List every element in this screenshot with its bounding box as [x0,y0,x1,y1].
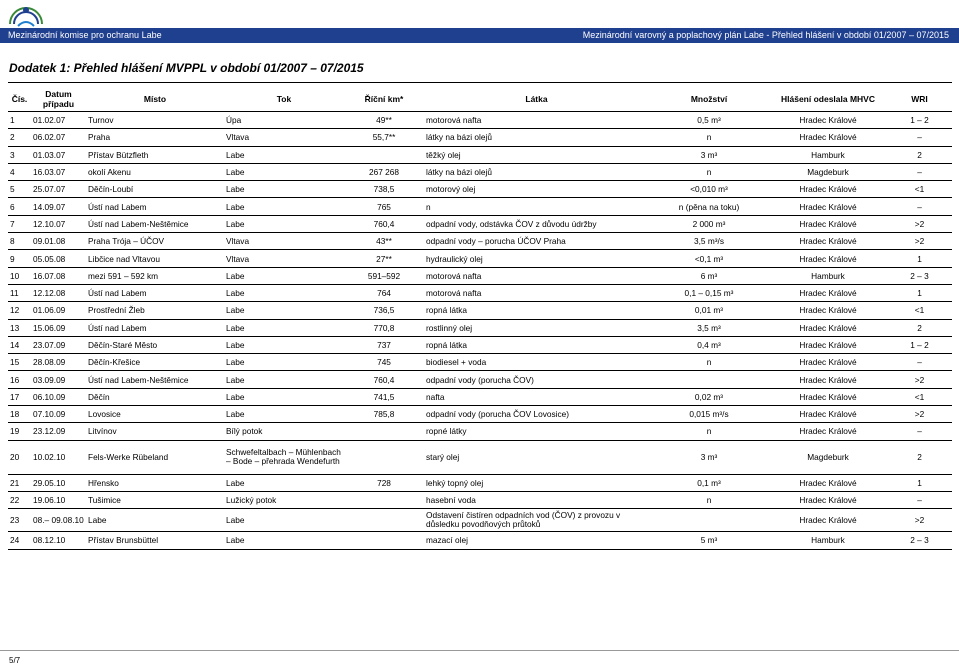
cell-mnozstvi: <0,010 m³ [649,181,769,198]
cell-wri: 1 – 2 [887,336,952,353]
cell-wri: <1 [887,388,952,405]
cell-wri: 2 [887,319,952,336]
cell-wri: – [887,423,952,440]
cell-tok: Labe [224,284,344,301]
cell-wri: >2 [887,233,952,250]
cell-km [344,491,424,508]
cell-tok: Labe [224,198,344,215]
table-row [8,233,952,250]
cell-datum: 15.06.09 [31,319,86,336]
cell-latka: lehký topný olej [424,474,649,491]
cell-datum: 01.03.07 [31,146,86,163]
cell-misto: Hřensko [86,474,224,491]
cell-misto: Lovosice [86,406,224,423]
cell-latka: mazací olej [424,532,649,549]
cell-km [344,423,424,440]
cell-latka: odpadní vody (porucha ČOV Lovosice) [424,406,649,423]
table-row [8,198,952,215]
cell-datum: 08.– 09.08.10 [31,509,86,532]
cell-mnozstvi: n [649,423,769,440]
cell-cis: 11 [8,284,31,301]
cell-misto: Praha [86,129,224,146]
table-row [8,440,952,474]
cell-latka: motorová nafta [424,284,649,301]
cell-tok: Labe [224,319,344,336]
cell-hlaseni: Hradec Králové [769,371,887,388]
col-misto: Místo [86,86,224,112]
footer-rule [0,650,959,651]
cell-hlaseni: Hradec Králové [769,491,887,508]
cell-mnozstvi: 2 000 m³ [649,215,769,232]
cell-hlaseni: Hradec Králové [769,198,887,215]
table-row [8,163,952,180]
table-row [8,509,952,532]
cell-mnozstvi: 3 m³ [649,440,769,474]
cell-cis: 12 [8,302,31,319]
cell-datum: 23.12.09 [31,423,86,440]
cell-cis: 10 [8,267,31,284]
cell-tok: Labe [224,406,344,423]
cell-wri: 2 [887,146,952,163]
cell-hlaseni: Hradec Králové [769,181,887,198]
cell-misto: Přístav Bützfleth [86,146,224,163]
cell-latka: motorová nafta [424,112,649,129]
cell-km [344,440,424,474]
cell-misto: Děčín [86,388,224,405]
cell-km: 764 [344,284,424,301]
cell-mnozstvi: 0,01 m³ [649,302,769,319]
cell-latka: motorový olej [424,181,649,198]
cell-mnozstvi: n [649,163,769,180]
cell-wri: >2 [887,509,952,532]
cell-hlaseni: Hradec Králové [769,406,887,423]
cell-tok: Labe [224,302,344,319]
cell-latka: ropné látky [424,423,649,440]
cell-cis: 4 [8,163,31,180]
cell-datum: 06.02.07 [31,129,86,146]
cell-hlaseni: Hradec Králové [769,423,887,440]
cell-cis: 16 [8,371,31,388]
col-tok: Tok [224,86,344,112]
cell-wri: – [887,129,952,146]
cell-misto: Labe [86,509,224,532]
cell-mnozstvi: 3 m³ [649,146,769,163]
col-datum: Datum případu [31,86,86,112]
cell-hlaseni: Hamburk [769,146,887,163]
cell-latka: hasební voda [424,491,649,508]
cell-tok: Bílý potok [224,423,344,440]
cell-km: 770,8 [344,319,424,336]
table-row [8,354,952,371]
cell-wri: – [887,354,952,371]
cell-hlaseni: Hradec Králové [769,474,887,491]
cell-mnozstvi [649,371,769,388]
cell-cis: 6 [8,198,31,215]
cell-mnozstvi: 0,1 – 0,15 m³ [649,284,769,301]
cell-cis: 7 [8,215,31,232]
page-title: Dodatek 1: Přehled hlášení MVPPL v období 01/2007 – 07/2015 [9,61,364,75]
cell-cis: 18 [8,406,31,423]
col-latka: Látka [424,86,649,112]
cell-cis: 2 [8,129,31,146]
cell-misto: Fels-Werke Rübeland [86,440,224,474]
cell-datum: 12.12.08 [31,284,86,301]
table-body [8,112,952,550]
cell-hlaseni: Hradec Králové [769,509,887,532]
cell-wri: – [887,491,952,508]
cell-cis: 1 [8,112,31,129]
cell-cis: 24 [8,532,31,549]
cell-hlaseni: Hradec Králové [769,319,887,336]
cell-latka: starý olej [424,440,649,474]
cell-mnozstvi: n [649,354,769,371]
cell-km: 760,4 [344,215,424,232]
cell-datum: 19.06.10 [31,491,86,508]
cell-tok: Labe [224,163,344,180]
cell-mnozstvi: n (pěna na toku) [649,198,769,215]
table-row [8,474,952,491]
cell-hlaseni: Magdeburk [769,163,887,180]
table-header-row [8,86,952,112]
cell-misto: Ústí nad Labem-Neštěmice [86,371,224,388]
cell-mnozstvi: <0,1 m³ [649,250,769,267]
cell-wri: <1 [887,302,952,319]
cell-wri: – [887,163,952,180]
cell-cis: 15 [8,354,31,371]
cell-cis: 5 [8,181,31,198]
cell-km [344,146,424,163]
cell-mnozstvi: 0,015 m³/s [649,406,769,423]
cell-misto: Praha Trója – ÚČOV [86,233,224,250]
cell-misto: Ústí nad Labem [86,198,224,215]
cell-hlaseni: Hradec Králové [769,112,887,129]
cell-mnozstvi: 0,5 m³ [649,112,769,129]
cell-cis: 3 [8,146,31,163]
cell-tok: Labe [224,181,344,198]
cell-latka: hydraulický olej [424,250,649,267]
cell-km [344,509,424,532]
cell-km: 741,5 [344,388,424,405]
cell-cis: 14 [8,336,31,353]
cell-datum: 06.10.09 [31,388,86,405]
organization-name: Mezinárodní komise pro ochranu Labe [8,30,162,40]
cell-km: 738,5 [344,181,424,198]
cell-km: 55,7** [344,129,424,146]
cell-wri: 2 – 3 [887,267,952,284]
cell-datum: 01.06.09 [31,302,86,319]
cell-mnozstvi: n [649,129,769,146]
cell-wri: <1 [887,181,952,198]
cell-misto: Děčín-Staré Město [86,336,224,353]
cell-datum: 25.07.07 [31,181,86,198]
cell-datum: 09.01.08 [31,233,86,250]
cell-mnozstvi: 3,5 m³/s [649,233,769,250]
col-mnozstvi: Množství [649,86,769,112]
cell-datum: 28.08.09 [31,354,86,371]
cell-misto: Ústí nad Labem [86,319,224,336]
table-row [8,491,952,508]
cell-km: 591–592 [344,267,424,284]
cell-mnozstvi: 0,02 m³ [649,388,769,405]
cell-hlaseni: Hradec Králové [769,354,887,371]
cell-tok: Schwefeltalbach – Mühlenbach – Bode – přehrada Wendefurth [224,440,344,474]
cell-misto: Děčín-Křešice [86,354,224,371]
cell-latka: Odstavení čistíren odpadních vod (ČOV) z provozu v důsledku povodňových průtoků [424,509,649,532]
cell-wri: 2 – 3 [887,532,952,549]
cell-km: 765 [344,198,424,215]
reports-table [8,86,952,550]
cell-hlaseni: Hradec Králové [769,336,887,353]
cell-latka: rostlinný olej [424,319,649,336]
cell-wri: 1 [887,284,952,301]
cell-cis: 23 [8,509,31,532]
cell-datum: 23.07.09 [31,336,86,353]
cell-hlaseni: Magdeburk [769,440,887,474]
table-row [8,267,952,284]
cell-misto: Přístav Brunsbüttel [86,532,224,549]
cell-datum: 01.02.07 [31,112,86,129]
cell-mnozstvi: 6 m³ [649,267,769,284]
cell-mnozstvi [649,509,769,532]
cell-wri: 1 [887,474,952,491]
cell-cis: 17 [8,388,31,405]
cell-tok: Labe [224,354,344,371]
cell-latka: nafta [424,388,649,405]
cell-hlaseni: Hradec Králové [769,388,887,405]
table-row [8,215,952,232]
cell-tok: Vltava [224,250,344,267]
cell-latka: odpadní vody (porucha ČOV) [424,371,649,388]
cell-datum: 12.10.07 [31,215,86,232]
cell-latka: látky na bázi olejů [424,129,649,146]
cell-mnozstvi: n [649,491,769,508]
cell-tok: Labe [224,146,344,163]
table-row [8,388,952,405]
cell-mnozstvi: 0,1 m³ [649,474,769,491]
cell-latka: ropná látka [424,302,649,319]
col-cis: Čís. [8,86,31,112]
cell-latka: těžký olej [424,146,649,163]
cell-datum: 07.10.09 [31,406,86,423]
table-row [8,129,952,146]
table-row [8,181,952,198]
table-row [8,319,952,336]
cell-misto: mezi 591 – 592 km [86,267,224,284]
cell-cis: 13 [8,319,31,336]
cell-wri: >2 [887,371,952,388]
cell-misto: Děčín-Loubí [86,181,224,198]
title-rule [8,82,952,83]
cell-tok: Vltava [224,129,344,146]
document-header-title: Mezinárodní varovný a poplachový plán Labe - Přehled hlášení v období 01/2007 – 07/2015 [582,30,949,40]
cell-datum: 16.03.07 [31,163,86,180]
cell-cis: 20 [8,440,31,474]
cell-mnozstvi: 0,4 m³ [649,336,769,353]
cell-misto: Litvínov [86,423,224,440]
cell-latka: odpadní vody – porucha ÚČOV Praha [424,233,649,250]
cell-tok: Labe [224,371,344,388]
table-row [8,112,952,129]
cell-wri: – [887,198,952,215]
cell-hlaseni: Hradec Králové [769,215,887,232]
cell-km: 737 [344,336,424,353]
cell-latka: n [424,198,649,215]
cell-km: 27** [344,250,424,267]
cell-misto: Prostřední Žleb [86,302,224,319]
cell-tok: Labe [224,474,344,491]
cell-latka: látky na bázi olejů [424,163,649,180]
page-number: 5/7 [9,656,21,665]
table-row [8,423,952,440]
cell-tok: Labe [224,267,344,284]
cell-hlaseni: Hamburk [769,267,887,284]
cell-km: 736,5 [344,302,424,319]
cell-tok: Vltava [224,233,344,250]
cell-tok: Labe [224,336,344,353]
cell-tok: Úpa [224,112,344,129]
cell-km: 49** [344,112,424,129]
cell-latka: odpadní vody, odstávka ČOV z důvodu údržby [424,215,649,232]
cell-wri: 1 – 2 [887,112,952,129]
cell-misto: okolí Akenu [86,163,224,180]
table-row [8,336,952,353]
table-row [8,250,952,267]
cell-datum: 14.09.07 [31,198,86,215]
cell-misto: Ústí nad Labem-Neštěmice [86,215,224,232]
cell-misto: Libčice nad Vltavou [86,250,224,267]
cell-tok: Labe [224,388,344,405]
cell-datum: 03.09.09 [31,371,86,388]
cell-tok: Labe [224,509,344,532]
cell-hlaseni: Hamburk [769,532,887,549]
cell-km: 43** [344,233,424,250]
cell-km: 267 268 [344,163,424,180]
ikse-logo [6,0,46,28]
cell-hlaseni: Hradec Králové [769,302,887,319]
cell-datum: 05.05.08 [31,250,86,267]
cell-misto: Ústí nad Labem [86,284,224,301]
cell-wri: >2 [887,406,952,423]
cell-misto: Turnov [86,112,224,129]
cell-latka: biodiesel + voda [424,354,649,371]
cell-hlaseni: Hradec Králové [769,250,887,267]
col-wri: WRI [887,86,952,112]
cell-cis: 22 [8,491,31,508]
table-row [8,146,952,163]
cell-hlaseni: Hradec Králové [769,233,887,250]
cell-km [344,532,424,549]
cell-wri: 1 [887,250,952,267]
cell-hlaseni: Hradec Králové [769,284,887,301]
cell-tok: Labe [224,215,344,232]
table-row [8,532,952,549]
cell-latka: motorová nafta [424,267,649,284]
cell-cis: 21 [8,474,31,491]
cell-tok: Lužický potok [224,491,344,508]
cell-hlaseni: Hradec Králové [769,129,887,146]
cell-misto: Tušimice [86,491,224,508]
cell-km: 745 [344,354,424,371]
table-row [8,284,952,301]
cell-cis: 19 [8,423,31,440]
table-row [8,371,952,388]
cell-mnozstvi: 3,5 m³ [649,319,769,336]
cell-tok: Labe [224,532,344,549]
table-row [8,406,952,423]
cell-wri: 2 [887,440,952,474]
col-km: Říční km* [344,86,424,112]
col-hlaseni: Hlášení odeslala MHVC [769,86,887,112]
cell-km: 760,4 [344,371,424,388]
cell-mnozstvi: 5 m³ [649,532,769,549]
cell-km: 785,8 [344,406,424,423]
cell-datum: 10.02.10 [31,440,86,474]
header-bar [0,28,959,43]
table-row [8,302,952,319]
cell-datum: 16.07.08 [31,267,86,284]
cell-cis: 9 [8,250,31,267]
cell-km: 728 [344,474,424,491]
cell-wri: >2 [887,215,952,232]
cell-cis: 8 [8,233,31,250]
cell-datum: 08.12.10 [31,532,86,549]
cell-datum: 29.05.10 [31,474,86,491]
cell-latka: ropná látka [424,336,649,353]
